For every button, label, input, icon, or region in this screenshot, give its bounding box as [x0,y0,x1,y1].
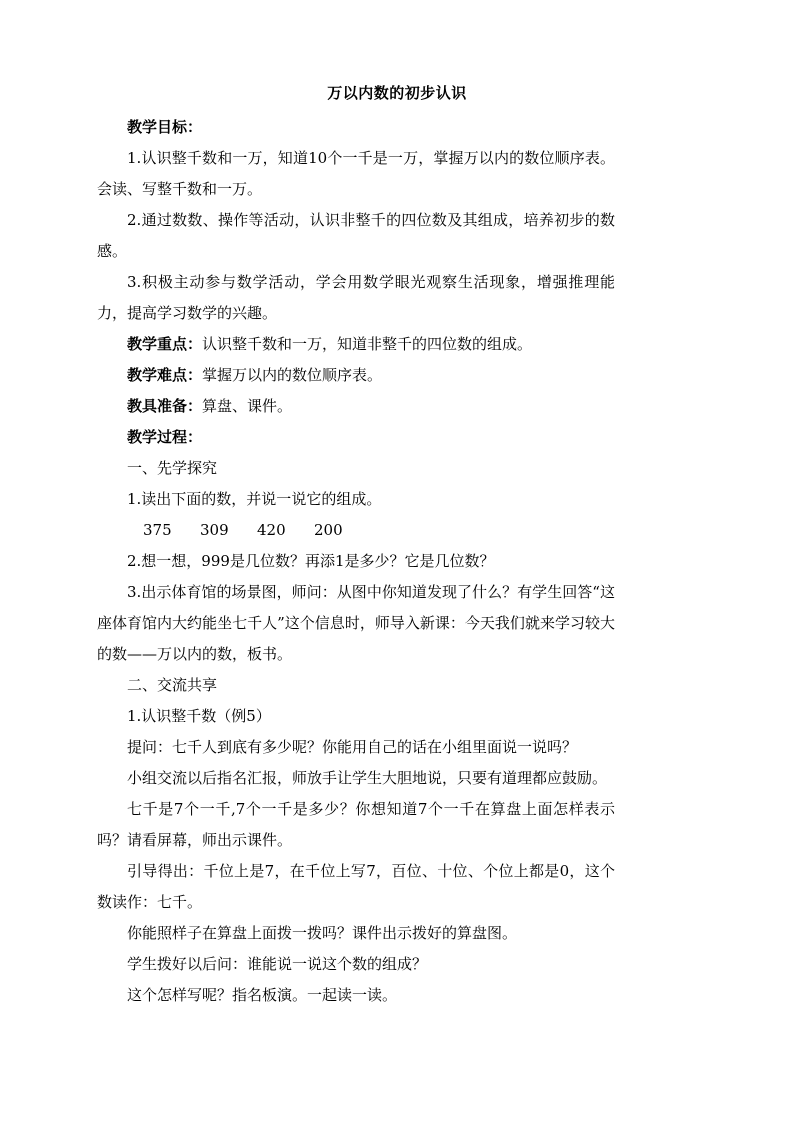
part2-item-1: 1.认识整千数（例5） [127,707,271,725]
part2-heading: 二、交流共享 [127,676,218,694]
process-label: 教学过程： [127,428,203,446]
part2-para-6: 学生拨好以后问：谁能说一说这个数的组成？ [127,955,428,973]
part1-heading: 一、先学探究 [127,459,218,477]
key-text: 认识整千数和一万，知道非整千的四位数的组成。 [202,335,533,353]
key-point [97,329,615,360]
part2-para-4: 引导得出：千位上是7，在千位上写7，百位、十位、个位上都是0，这个数读作：七千。 [97,862,615,911]
goals-label: 教学目标： [127,118,203,136]
part2-para-7: 这个怎样写呢？指名板演。一起读一读。 [127,986,398,1004]
key-label: 教学重点： [127,335,203,353]
number-item: 309 [200,521,229,539]
number-list [97,515,615,546]
tools-text: 算盘、课件。 [202,397,293,415]
part2-para-1: 提问：七千人到底有多少呢？你能用自己的话在小组里面说一说吗？ [127,738,578,756]
number-item: 200 [314,521,343,539]
process-heading [97,422,615,453]
goals-heading [97,112,615,143]
document-body [97,112,615,1011]
part2-para-2: 小组交流以后指名汇报，师放手让学生大胆地说，只要有道理都应鼓励。 [127,769,608,787]
number-item: 420 [257,521,286,539]
difficulty-label: 教学难点： [127,366,203,384]
goal-3: 3.积极主动参与数学活动，学会用数学眼光观察生活现象，增强推理能力，提高学习数学的兴趣。 [97,273,615,322]
difficulty-text: 掌握万以内的数位顺序表。 [202,366,383,384]
difficulty-point [97,360,615,391]
goal-1: 1.认识整千数和一万，知道10个一千是一万，掌握万以内的数位顺序表。会读、写整千数和一万。 [97,149,615,198]
tools-line [97,391,615,422]
part2-para-5: 你能照样子在算盘上面拨一拨吗？课件出示拨好的算盘图。 [127,924,518,942]
goal-2: 2.通过数数、操作等活动，认识非整千的四位数及其组成，培养初步的数感。 [97,211,615,260]
part1-item-1: 1.读出下面的数，并说一说它的组成。 [127,490,382,508]
document-title: 万以内数的初步认识 [327,84,467,102]
tools-label: 教具准备： [127,397,203,415]
number-item: 375 [143,521,172,539]
part1-item-2: 2.想一想，999是几位数？再添1是多少？它是几位数？ [127,552,495,570]
part1-item-3: 3.出示体育馆的场景图，师问：从图中你知道发现了什么？有学生回答“这座体育馆内大约能坐七千人”这个信息时，师导入新课：今天我们就来学习较大的数——万以内的数，板书。 [97,583,615,663]
part2-para-3: 七千是7个一千,7个一千是多少？你想知道7个一千在算盘上面怎样表示吗？请看屏幕，师出示课件。 [97,800,615,849]
